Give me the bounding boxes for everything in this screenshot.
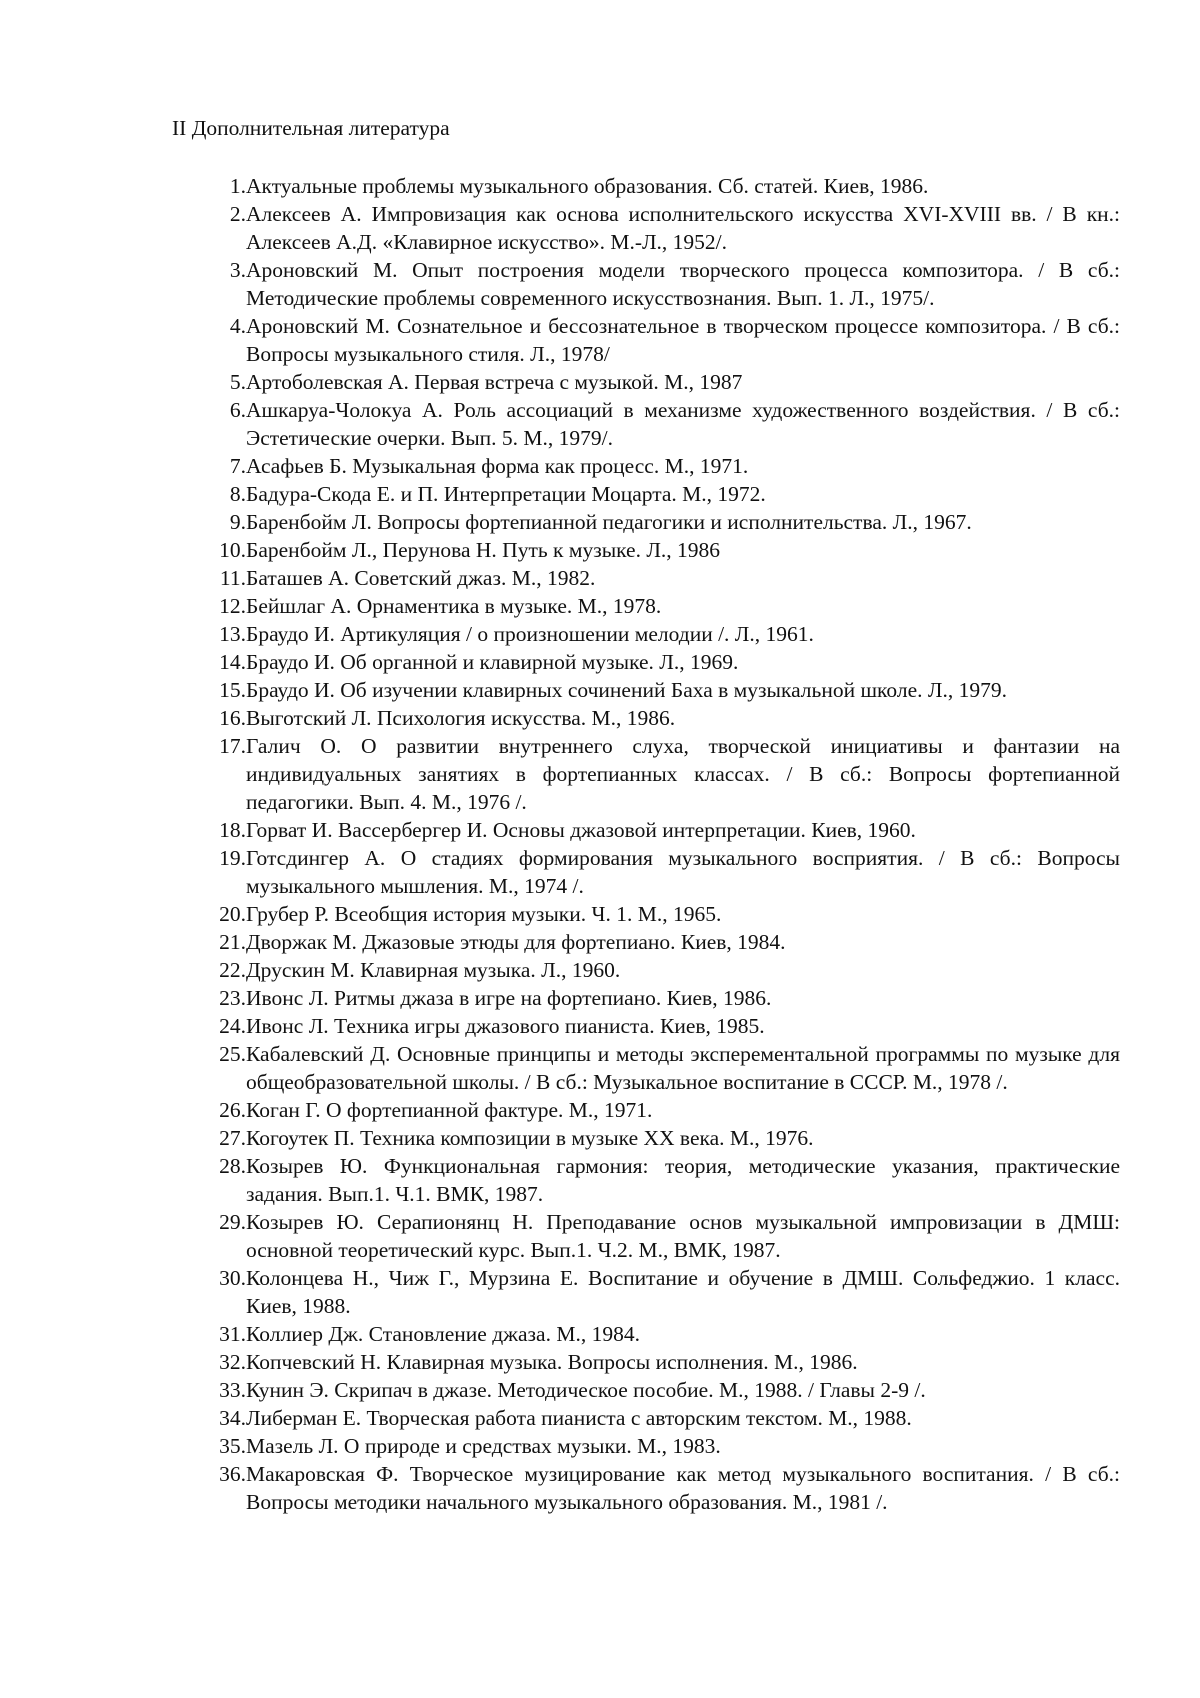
reference-number-text: 17.: [219, 734, 246, 758]
reference-item: [200, 172, 1120, 200]
reference-number: [200, 536, 246, 564]
reference-text: Алексеев А. Импровизация как основа исполнительского искусства XVI-XVIII вв. / В кн.: Алексеев А.Д. «Клавирное искусство». М.-Л., 1952/.: [246, 202, 1120, 254]
reference-number-text: 12.: [219, 594, 246, 618]
reference-item: [200, 256, 1120, 312]
reference-item: [200, 1264, 1120, 1320]
reference-item: [200, 1320, 1120, 1348]
reference-text: Галич О. О развитии внутреннего слуха, творческой инициативы и фантазии на индивидуальных занятиях в фортепианных классах. / В сб.: Вопросы фортепианной педагогики. Вып. 4. М., 1976 /.: [246, 734, 1120, 814]
reference-item: [200, 928, 1120, 956]
reference-text: Браудо И. Об изучении клавирных сочинений Баха в музыкальной школе. Л., 1979.: [246, 678, 1007, 702]
reference-number-text: 20.: [219, 902, 246, 926]
reference-item: [200, 1376, 1120, 1404]
reference-item: [200, 900, 1120, 928]
reference-item: [200, 704, 1120, 732]
reference-number-text: 26.: [219, 1098, 246, 1122]
reference-number: [200, 1096, 246, 1124]
reference-number: [200, 1404, 246, 1432]
reference-text: Ароновский М. Опыт построения модели творческого процесса композитора. / В сб.: Методические проблемы современного искусствознания. Вып. 1. Л., 1975/.: [246, 258, 1120, 310]
reference-number-text: 22.: [219, 958, 246, 982]
reference-text: Бадура-Скода Е. и П. Интерпретации Моцарта. М., 1972.: [246, 482, 766, 506]
reference-number-text: 36.: [219, 1462, 246, 1486]
reference-number-text: 28.: [219, 1154, 246, 1178]
reference-number: [200, 1040, 246, 1068]
reference-text: Кабалевский Д. Основные принципы и методы эксперементальной программы по музыке для общеобразовательной школы. / В сб.: Музыкальное воспитание в СССР. М., 1978 /.: [246, 1042, 1120, 1094]
reference-number: [200, 452, 246, 480]
reference-number: [200, 1208, 246, 1236]
reference-item: [200, 1152, 1120, 1208]
reference-number: [200, 1152, 246, 1180]
reference-item: [200, 676, 1120, 704]
reference-number: [200, 900, 246, 928]
reference-item: [200, 620, 1120, 648]
reference-item: [200, 1012, 1120, 1040]
reference-number-text: 2.: [229, 202, 246, 226]
reference-number: [200, 592, 246, 620]
reference-number: [200, 620, 246, 648]
reference-number-text: 6.: [229, 398, 246, 422]
reference-item: [200, 732, 1120, 816]
reference-number-text: 4.: [229, 314, 246, 338]
reference-item: [200, 508, 1120, 536]
reference-text: Браудо И. Об органной и клавирной музыке. Л., 1969.: [246, 650, 739, 674]
reference-item: [200, 312, 1120, 368]
reference-number-text: 16.: [219, 706, 246, 730]
reference-text: Коллиер Дж. Становление джаза. М., 1984.: [246, 1322, 640, 1346]
reference-item: [200, 1096, 1120, 1124]
reference-text: Друскин М. Клавирная музыка. Л., 1960.: [246, 958, 621, 982]
reference-item: [200, 1040, 1120, 1096]
reference-number: [200, 928, 246, 956]
reference-text: Браудо И. Артикуляция / о произношении мелодии /. Л., 1961.: [246, 622, 814, 646]
reference-text: Когоутек П. Техника композиции в музыке XX века. М., 1976.: [246, 1126, 814, 1150]
reference-number: [200, 172, 246, 200]
reference-number: [200, 1432, 246, 1460]
reference-number-text: 23.: [219, 986, 246, 1010]
reference-item: [200, 956, 1120, 984]
reference-item: [200, 844, 1120, 900]
reference-number-text: 13.: [219, 622, 246, 646]
reference-text: Грубер Р. Всеобщия история музыки. Ч. 1. М., 1965.: [246, 902, 722, 926]
reference-number-text: 9.: [229, 510, 246, 534]
reference-text: Коган Г. О фортепианной фактуре. М., 1971.: [246, 1098, 653, 1122]
reference-number: [200, 844, 246, 872]
reference-number-text: 3.: [229, 258, 246, 282]
reference-list: [200, 172, 1120, 1516]
reference-text: Готсдингер А. О стадиях формирования музыкального восприятия. / В сб.: Вопросы музыкального мышления. М., 1974 /.: [246, 846, 1120, 898]
reference-text: Выготский Л. Психология искусства. М., 1986.: [246, 706, 676, 730]
reference-number-text: 14.: [219, 650, 246, 674]
reference-number: [200, 1012, 246, 1040]
reference-item: [200, 368, 1120, 396]
reference-text: Ивонс Л. Техника игры джазового пианиста. Киев, 1985.: [246, 1014, 765, 1038]
reference-number: [200, 508, 246, 536]
reference-number-text: 15.: [219, 678, 246, 702]
reference-text: Бейшлаг А. Орнаментика в музыке. М., 1978.: [246, 594, 662, 618]
reference-number-text: 34.: [219, 1406, 246, 1430]
reference-text: Асафьев Б. Музыкальная форма как процесс. М., 1971.: [246, 454, 749, 478]
reference-number-text: 33.: [219, 1378, 246, 1402]
reference-number-text: 8.: [229, 482, 246, 506]
reference-number: [200, 1320, 246, 1348]
reference-number: [200, 648, 246, 676]
reference-item: [200, 648, 1120, 676]
reference-text: Мазель Л. О природе и средствах музыки. М., 1983.: [246, 1434, 721, 1458]
reference-number: [200, 732, 246, 760]
reference-text: Колонцева Н., Чиж Г., Мурзина Е. Воспитание и обучение в ДМШ. Сольфеджио. 1 класс. Киев, 1988.: [246, 1266, 1120, 1318]
reference-text: Баренбойм Л., Перунова Н. Путь к музыке. Л., 1986: [246, 538, 721, 562]
reference-number: [200, 480, 246, 508]
reference-number: [200, 256, 246, 284]
reference-number-text: 11.: [219, 566, 246, 590]
reference-number: [200, 816, 246, 844]
reference-number: [200, 564, 246, 592]
reference-number-text: 5.: [229, 370, 246, 394]
reference-number-text: 21.: [219, 930, 246, 954]
reference-text: Макаровская Ф. Творческое музицирование как метод музыкального воспитания. / В сб.: Вопросы методики начального музыкального образования. М., 1981 /.: [246, 1462, 1120, 1514]
reference-number-text: 27.: [219, 1126, 246, 1150]
reference-item: [200, 396, 1120, 452]
reference-item: [200, 564, 1120, 592]
reference-text: Баренбойм Л. Вопросы фортепианной педагогики и исполнительства. Л., 1967.: [246, 510, 972, 534]
reference-number-text: 19.: [219, 846, 246, 870]
reference-item: [200, 200, 1120, 256]
reference-number: [200, 396, 246, 424]
reference-text: Актуальные проблемы музыкального образования. Сб. статей. Киев, 1986.: [246, 174, 929, 198]
reference-item: [200, 816, 1120, 844]
reference-item: [200, 984, 1120, 1012]
reference-number: [200, 1460, 246, 1488]
reference-number-text: 31.: [219, 1322, 246, 1346]
reference-text: Козырев Ю. Функциональная гармония: теория, методические указания, практические задания. Вып.1. Ч.1. ВМК, 1987.: [246, 1154, 1120, 1206]
reference-number-text: 10.: [219, 538, 246, 562]
reference-item: [200, 1432, 1120, 1460]
reference-text: Копчевский Н. Клавирная музыка. Вопросы исполнения. М., 1986.: [246, 1350, 858, 1374]
reference-item: [200, 536, 1120, 564]
reference-number: [200, 676, 246, 704]
reference-number-text: 30.: [219, 1266, 246, 1290]
reference-number-text: 25.: [219, 1042, 246, 1066]
reference-text: Ивонс Л. Ритмы джаза в игре на фортепиано. Киев, 1986.: [246, 986, 772, 1010]
reference-number: [200, 1264, 246, 1292]
reference-number-text: 29.: [219, 1210, 246, 1234]
reference-number: [200, 368, 246, 396]
reference-number-text: 7.: [229, 454, 246, 478]
reference-item: [200, 592, 1120, 620]
reference-number-text: 35.: [219, 1434, 246, 1458]
reference-item: [200, 1460, 1120, 1516]
reference-text: Ашкаруа-Чолокуа А. Роль ассоциаций в механизме художественного воздействия. / В сб.: Эстетические очерки. Вып. 5. М., 1979/.: [246, 398, 1120, 450]
reference-number: [200, 956, 246, 984]
reference-number: [200, 984, 246, 1012]
reference-text: Дворжак М. Джазовые этюды для фортепиано. Киев, 1984.: [246, 930, 786, 954]
reference-number: [200, 1348, 246, 1376]
reference-text: Баташев А. Советский джаз. М., 1982.: [246, 566, 596, 590]
reference-text: Артоболевская А. Первая встреча с музыкой. М., 1987: [246, 370, 743, 394]
reference-text: Ароновский М. Сознательное и бессознательное в творческом процессе композитора. / В сб.: Вопросы музыкального стиля. Л., 1978/: [246, 314, 1120, 366]
reference-number-text: 18.: [219, 818, 246, 842]
reference-number-text: 32.: [219, 1350, 246, 1374]
reference-number-text: 24.: [219, 1014, 246, 1038]
reference-number-text: 1.: [229, 174, 246, 198]
reference-item: [200, 1348, 1120, 1376]
reference-number: [200, 200, 246, 228]
reference-text: Горват И. Вассербергер И. Основы джазовой интерпретации. Киев, 1960.: [246, 818, 916, 842]
reference-text: Либерман Е. Творческая работа пианиста с авторским текстом. М., 1988.: [246, 1406, 912, 1430]
reference-item: [200, 1208, 1120, 1264]
reference-text: Козырев Ю. Серапионянц Н. Преподавание основ музыкальной импровизации в ДМШ: основной теоретический курс. Вып.1. Ч.2. М., ВМК, 1987.: [246, 1210, 1120, 1262]
reference-item: [200, 452, 1120, 480]
reference-text: Кунин Э. Скрипач в джазе. Методическое пособие. М., 1988. / Главы 2-9 /.: [246, 1378, 926, 1402]
section-heading: II Дополнительная литература: [172, 116, 450, 140]
reference-number: [200, 1124, 246, 1152]
reference-item: [200, 1404, 1120, 1432]
reference-item: [200, 480, 1120, 508]
reference-item: [200, 1124, 1120, 1152]
reference-number: [200, 704, 246, 732]
reference-number: [200, 312, 246, 340]
reference-number: [200, 1376, 246, 1404]
